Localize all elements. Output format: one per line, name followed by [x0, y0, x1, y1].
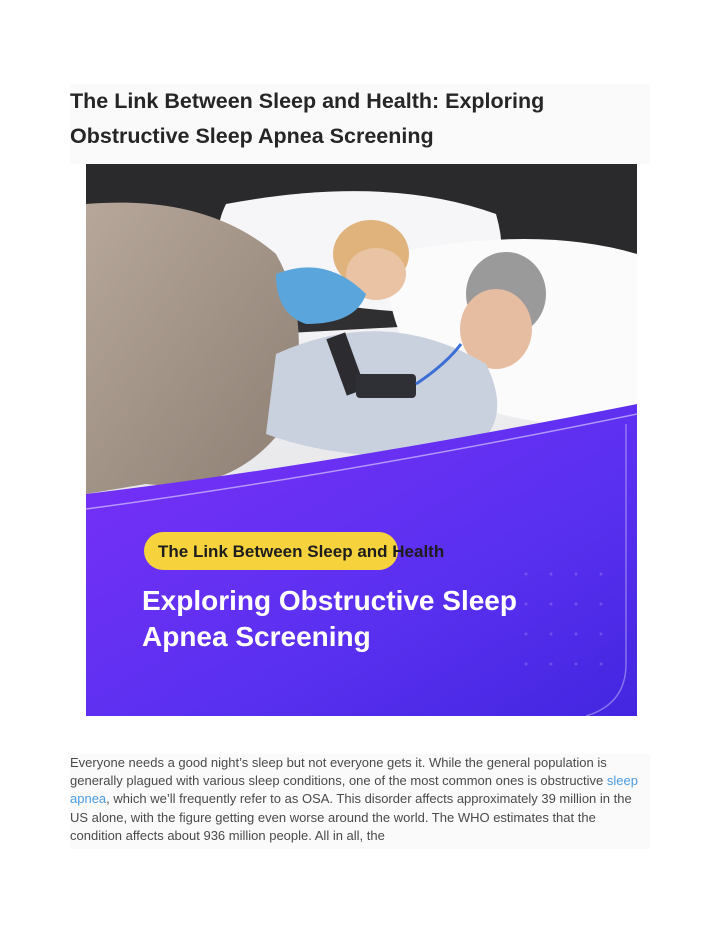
banner-headline-line2: Apnea Screening — [142, 621, 371, 652]
banner-tag-text: The Link Between Sleep and Health — [158, 542, 445, 561]
banner-headline-line1: Exploring Obstructive Sleep — [142, 585, 517, 616]
body-text-start: Everyone needs a good night’s sleep but not everyone gets it. While the general population is generally plagued with various sleep conditions, one of the most common ones is obstructive — [70, 755, 607, 789]
body-paragraph — [70, 754, 650, 845]
body-text-end: , which we’ll frequently refer to as OSA. This disorder affects approximately 39 million in the US alone, with the figure getting even worse around the world. The WHO estimates that the condition affects about 936 million people. All in all, the — [70, 791, 632, 843]
hero-image — [86, 164, 637, 716]
sleep-monitor-device — [356, 374, 416, 398]
article-title: The Link Between Sleep and Health: Exploring Obstructive Sleep Apnea Screening — [70, 89, 545, 148]
sleep-apnea-link[interactable]: sleep apnea — [70, 773, 638, 807]
article-body — [70, 754, 650, 849]
title-block — [70, 84, 650, 164]
hero-illustration — [86, 164, 637, 716]
